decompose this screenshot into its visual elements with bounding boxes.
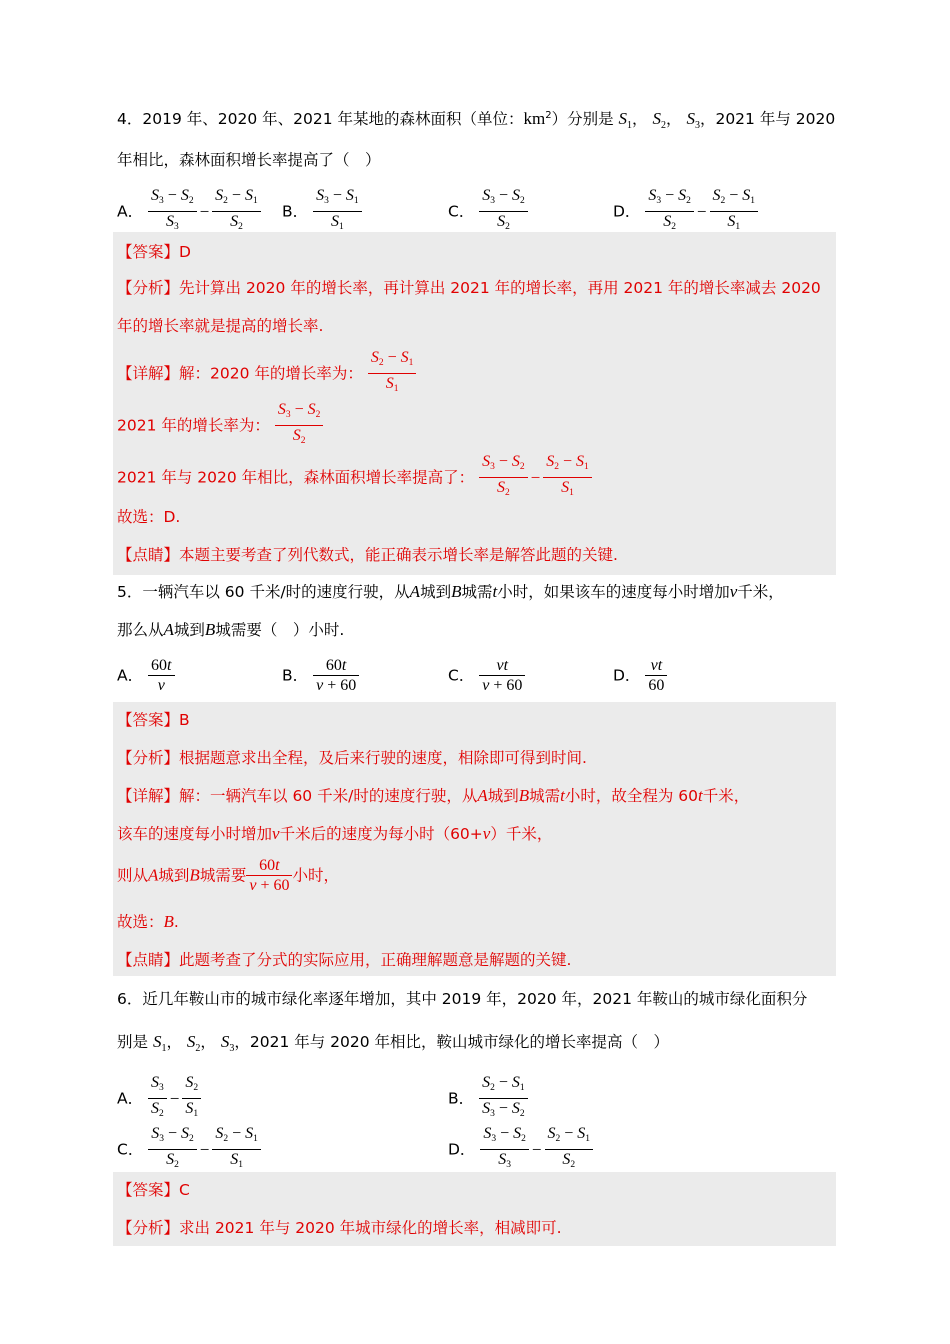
q5-option-d: D． $\frac{vt}{60}$ — [613, 656, 667, 695]
q4-stem-line1: 4．2019 年、2020 年、2021 年某地的森林面积（单位：$km^2$）分别是 $S_1$， $S_2$， $S_3$，2021 年与 2020 — [117, 109, 836, 131]
q5-option-c: C． $\frac{vt}{v + 60}$ — [448, 656, 525, 695]
q4-detail-line1: 【详解】解：2020 年的增长率为： $\frac{S_2 - S_1}{S_1}$ — [117, 348, 416, 399]
q5-stem-line1: 5．一辆汽车以 60 千米/时的速度行驶，从A城到B城需t小时，如果该车的速度每小时增加v千米， — [117, 582, 784, 601]
q6-option-c: C． $\frac{S_3 - S_2}{S_2}$ − $\frac{S_2 - S_1}{S_1}$ — [117, 1124, 261, 1175]
q4-option-d: D． $\frac{S_3 - S_2}{S_2}$ − $\frac{S_2 - S_1}{S_1}$ — [613, 186, 758, 237]
q4-analysis-line2: 年的增长率就是提高的增长率. — [117, 317, 324, 335]
q5-detail-line1: 【详解】解：一辆汽车以 60 千米/时的速度行驶，从A城到B城需t小时，故全程为 60t千米， — [117, 786, 750, 805]
q6-option-d: D． $\frac{S_3 - S_2}{S_3}$ − $\frac{S_2 - S_1}{S_2}$ — [448, 1124, 593, 1175]
q4-option-a: A． $\frac{S_3 - S_2}{S_3}$ − $\frac{S_2 - S_1}{S_2}$ — [117, 186, 261, 237]
q6-stem-line2: 别是 $S_1$， $S_2$， $S_3$，2021 年与 2020 年相比，鞍山城市绿化的增长率提高（ ） — [117, 1032, 670, 1054]
q5-choose: 故选：B. — [117, 912, 179, 931]
q5-option-b: B． $\frac{60t}{v + 60}$ — [282, 656, 359, 695]
q6-option-b: B． $\frac{S_2 - S_1}{S_3 - S_2}$ — [448, 1073, 528, 1124]
q4-detail-line3: 2021 年与 2020 年相比，森林面积增长率提高了： $\frac{S_3 - S_2}{S_2}$ − $\frac{S_2 - S_1}{S_1}$ — [117, 452, 592, 503]
q4-comment: 【点睛】本题主要考查了列代数式，能正确表示增长率是解答此题的关键. — [117, 546, 618, 564]
q5-answer: 【答案】B — [117, 711, 190, 729]
q4-answer: 【答案】D — [117, 243, 191, 261]
q5-analysis: 【分析】根据题意求出全程，及后来行驶的速度，相除即可得到时间. — [117, 749, 587, 767]
q5-option-a: A． $\frac{60t}{v}$ — [117, 656, 175, 695]
q5-detail-line3: 则从A城到B城需要 $\frac{60t}{v + 60}$ 小时， — [117, 857, 339, 894]
q4-analysis-line1: 【分析】先计算出 2020 年的增长率，再计算出 2021 年的增长率，再用 2021 年的增长率减去 2020 — [117, 279, 821, 297]
q5-detail-line2: 该车的速度每小时增加v千米后的速度为每小时（60+v）千米， — [117, 824, 553, 843]
q5-stem-line2: 那么从A城到B城需要（ ）小时. — [117, 620, 345, 639]
q4-option-b: B． $\frac{S_3 - S_1}{S_1}$ — [282, 186, 362, 237]
q6-option-a: A． $\frac{S_3}{S_2}$ − $\frac{S_2}{S_1}$ — [117, 1073, 201, 1124]
q5-comment: 【点睛】此题考查了分式的实际应用，正确理解题意是解题的关键. — [117, 951, 572, 969]
q6-stem-line1: 6．近几年鞍山市的城市绿化率逐年增加，其中 2019 年，2020 年，2021 年鞍山的城市绿化面积分 — [117, 990, 808, 1008]
q4-option-c: C． $\frac{S_3 - S_2}{S_2}$ — [448, 186, 528, 237]
q4-stem-line2: 年相比，森林面积增长率提高了（ ） — [117, 151, 381, 169]
q6-answer: 【答案】C — [117, 1181, 190, 1199]
q6-analysis: 【分析】求出 2021 年与 2020 年城市绿化的增长率，相减即可. — [117, 1219, 562, 1237]
q4-choose: 故选：D. — [117, 508, 181, 526]
q4-detail-line2: 2021 年的增长率为： $\frac{S_3 - S_2}{S_2}$ — [117, 400, 323, 451]
